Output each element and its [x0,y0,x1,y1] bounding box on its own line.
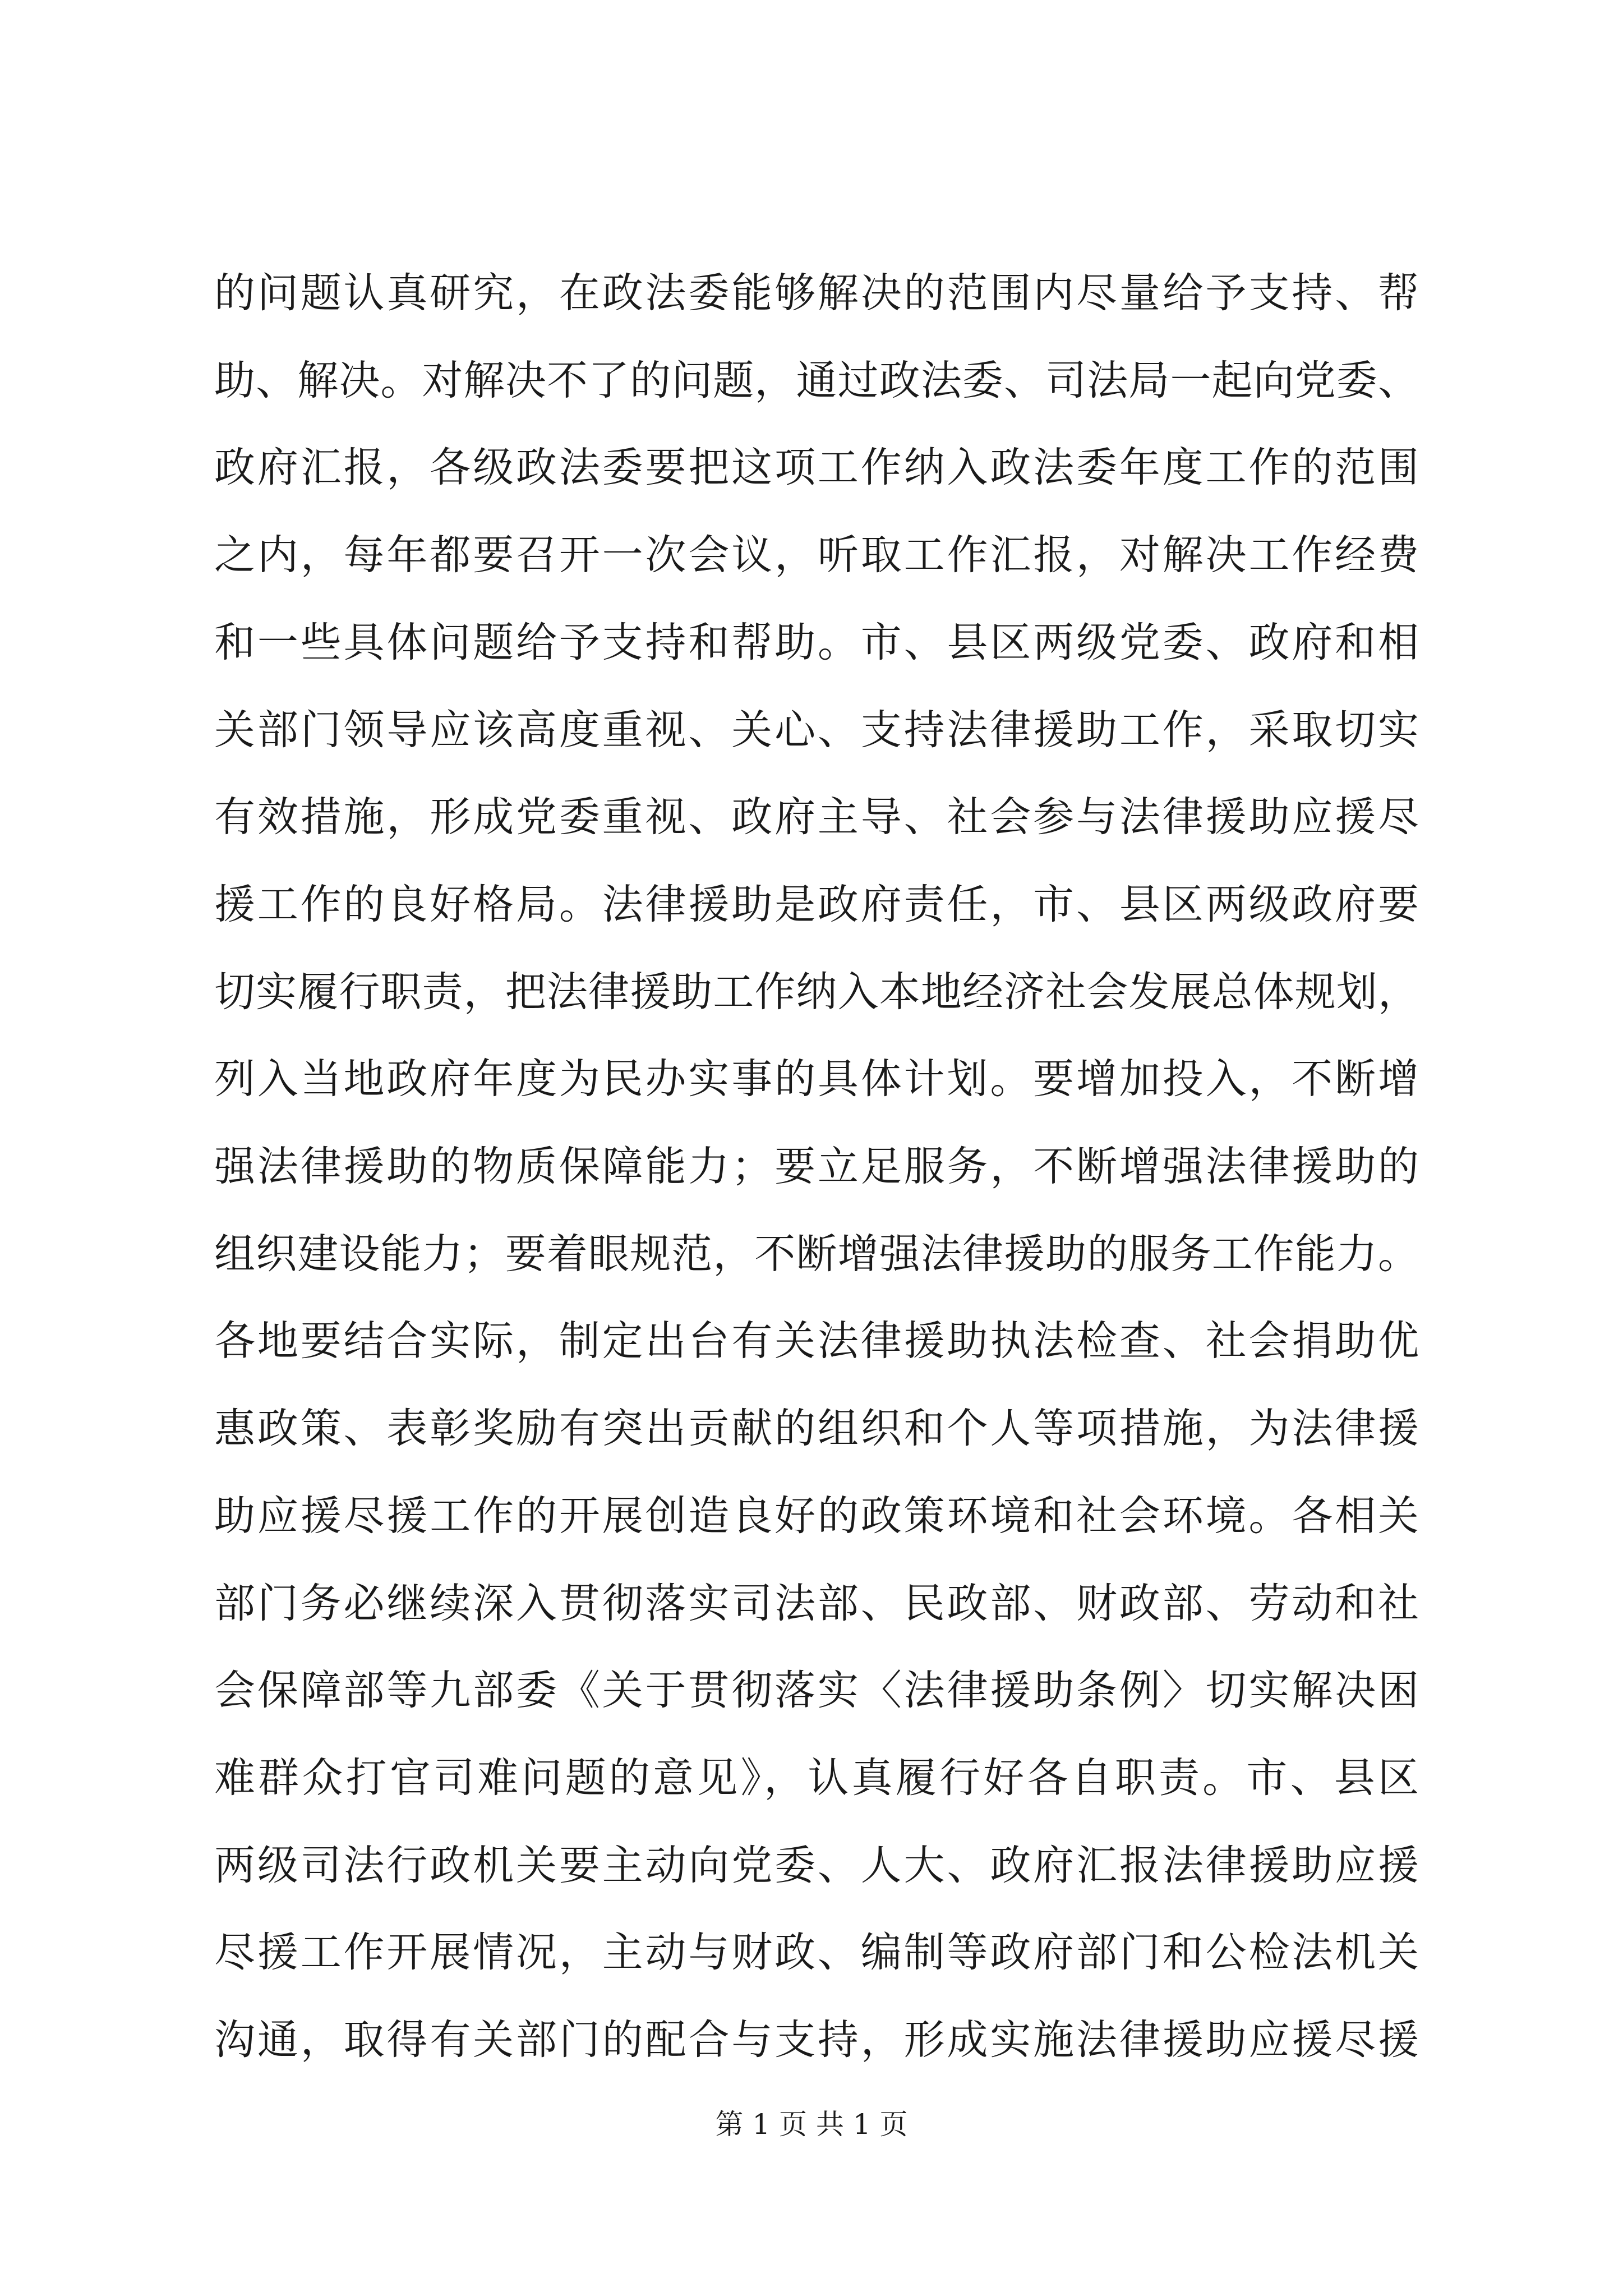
page-footer: 第 1 页 共 1 页 [715,2108,908,2141]
text-line: 有效措施，形成党委重视、政府主导、社会参与法律援助应援尽 [214,793,1419,841]
text-line: 沟通，取得有关部门的配合与支持，形成实施法律援助应援尽援 [214,2016,1419,2064]
text-line: 助应援尽援工作的开展创造良好的政策环境和社会环境。各相关 [214,1492,1419,1540]
text-line: 两级司法行政机关要主动向党委、人大、政府汇报法律援助应援 [214,1842,1419,1889]
text-line: 的问题认真研究，在政法委能够解决的范围内尽量给予支持、帮 [214,269,1419,317]
text-line: 各地要结合实际，制定出台有关法律援助执法检查、社会捐助优 [214,1317,1419,1365]
text-line: 部门务必继续深入贯彻落实司法部、民政部、财政部、劳动和社 [214,1580,1419,1627]
text-line: 惠政策、表彰奖励有突出贡献的组织和个人等项措施，为法律援 [214,1405,1419,1452]
text-line: 尽援工作开展情况，主动与财政、编制等政府部门和公检法机关 [214,1929,1419,1976]
body-text [214,0,1419,2076]
text-line: 列入当地政府年度为民办实事的具体计划。要增加投入，不断增 [214,1055,1419,1103]
text-line: 助、解决。对解决不了的问题，通过政法委、司法局一起向党委、 [214,357,1419,404]
text-line: 政府汇报，各级政法委要把这项工作纳入政法委年度工作的范围 [214,444,1419,491]
text-line: 组织建设能力；要着眼规范，不断增强法律援助的服务工作能力。 [214,1230,1419,1278]
text-line: 援工作的良好格局。法律援助是政府责任，市、县区两级政府要 [214,881,1419,928]
text-line: 切实履行职责，把法律援助工作纳入本地经济社会发展总体规划， [214,968,1419,1016]
text-line: 难群众打官司难问题的意见》，认真履行好各自职责。市、县区 [214,1754,1419,1802]
text-line: 关部门领导应该高度重视、关心、支持法律援助工作，采取切实 [214,706,1419,754]
text-line: 会保障部等九部委《关于贯彻落实〈法律援助条例〉切实解决困 [214,1667,1419,1714]
text-line: 和一些具体问题给予支持和帮助。市、县区两级党委、政府和相 [214,619,1419,666]
text-line: 之内，每年都要召开一次会议，听取工作汇报，对解决工作经费 [214,531,1419,579]
text-line: 强法律援助的物质保障能力；要立足服务，不断增强法律援助的 [214,1143,1419,1190]
